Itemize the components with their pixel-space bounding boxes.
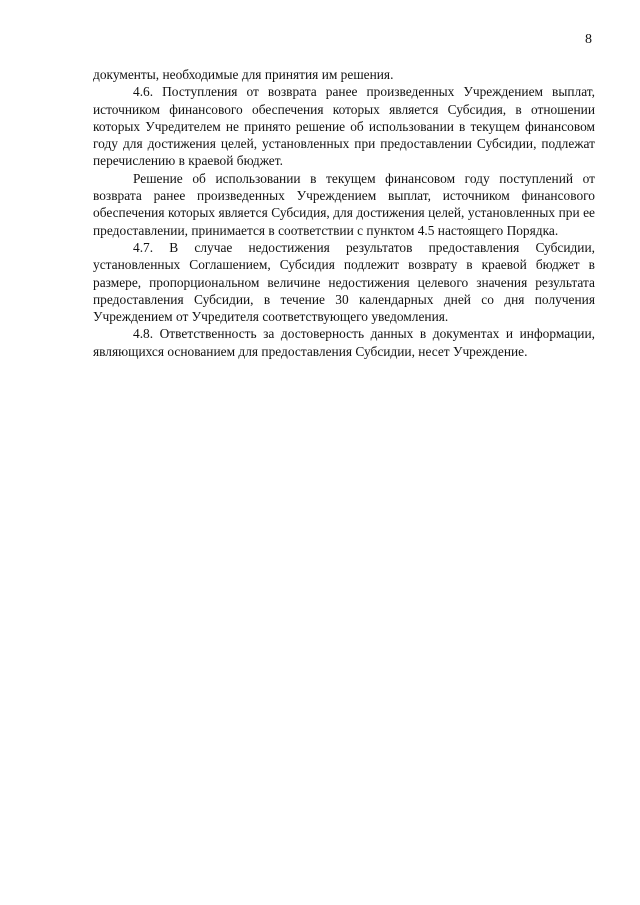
paragraph-4-8: 4.8. Ответственность за достоверность данных в документах и информации, являющихся основанием для предоставления Субсидии, несет Учреждение. [93, 326, 595, 359]
paragraph-continuation: документы, необходимые для принятия им решения. [93, 67, 394, 82]
page-number: 8 [585, 32, 592, 47]
paragraph-4-7: 4.7. В случае недостижения результатов предоставления Субсидии, установленных Соглашением, Субсидия подлежит возврату в краевой бюджет в размере, пропорциональном величине недостижения целевого значения результата предоставления Субсидии, в течение 30 календарных дней со дня получения Учреждением от Учредителя соответствующего уведомления. [93, 239, 595, 325]
paragraph-4-6: 4.6. Поступления от возврата ранее произведенных Учреждением выплат, источником финансового обеспечения которых является Субсидия, в отношении которых Учредителем не принято решение об использовании в текущем финансовом году для достижения целей, установленных при предоставлении Субсидии, подлежат перечислению в краевой бюджет. [93, 84, 595, 169]
paragraph-decision: Решение об использовании в текущем финансовом году поступлений от возврата ранее произведенных Учреждением выплат, источником финансового обеспечения которых является Субсидия, для достижения целей, установленных при ее предоставлении, принимается в соответствии с пунктом 4.5 настоящего Порядка. [93, 170, 595, 238]
document-body [93, 66, 595, 360]
